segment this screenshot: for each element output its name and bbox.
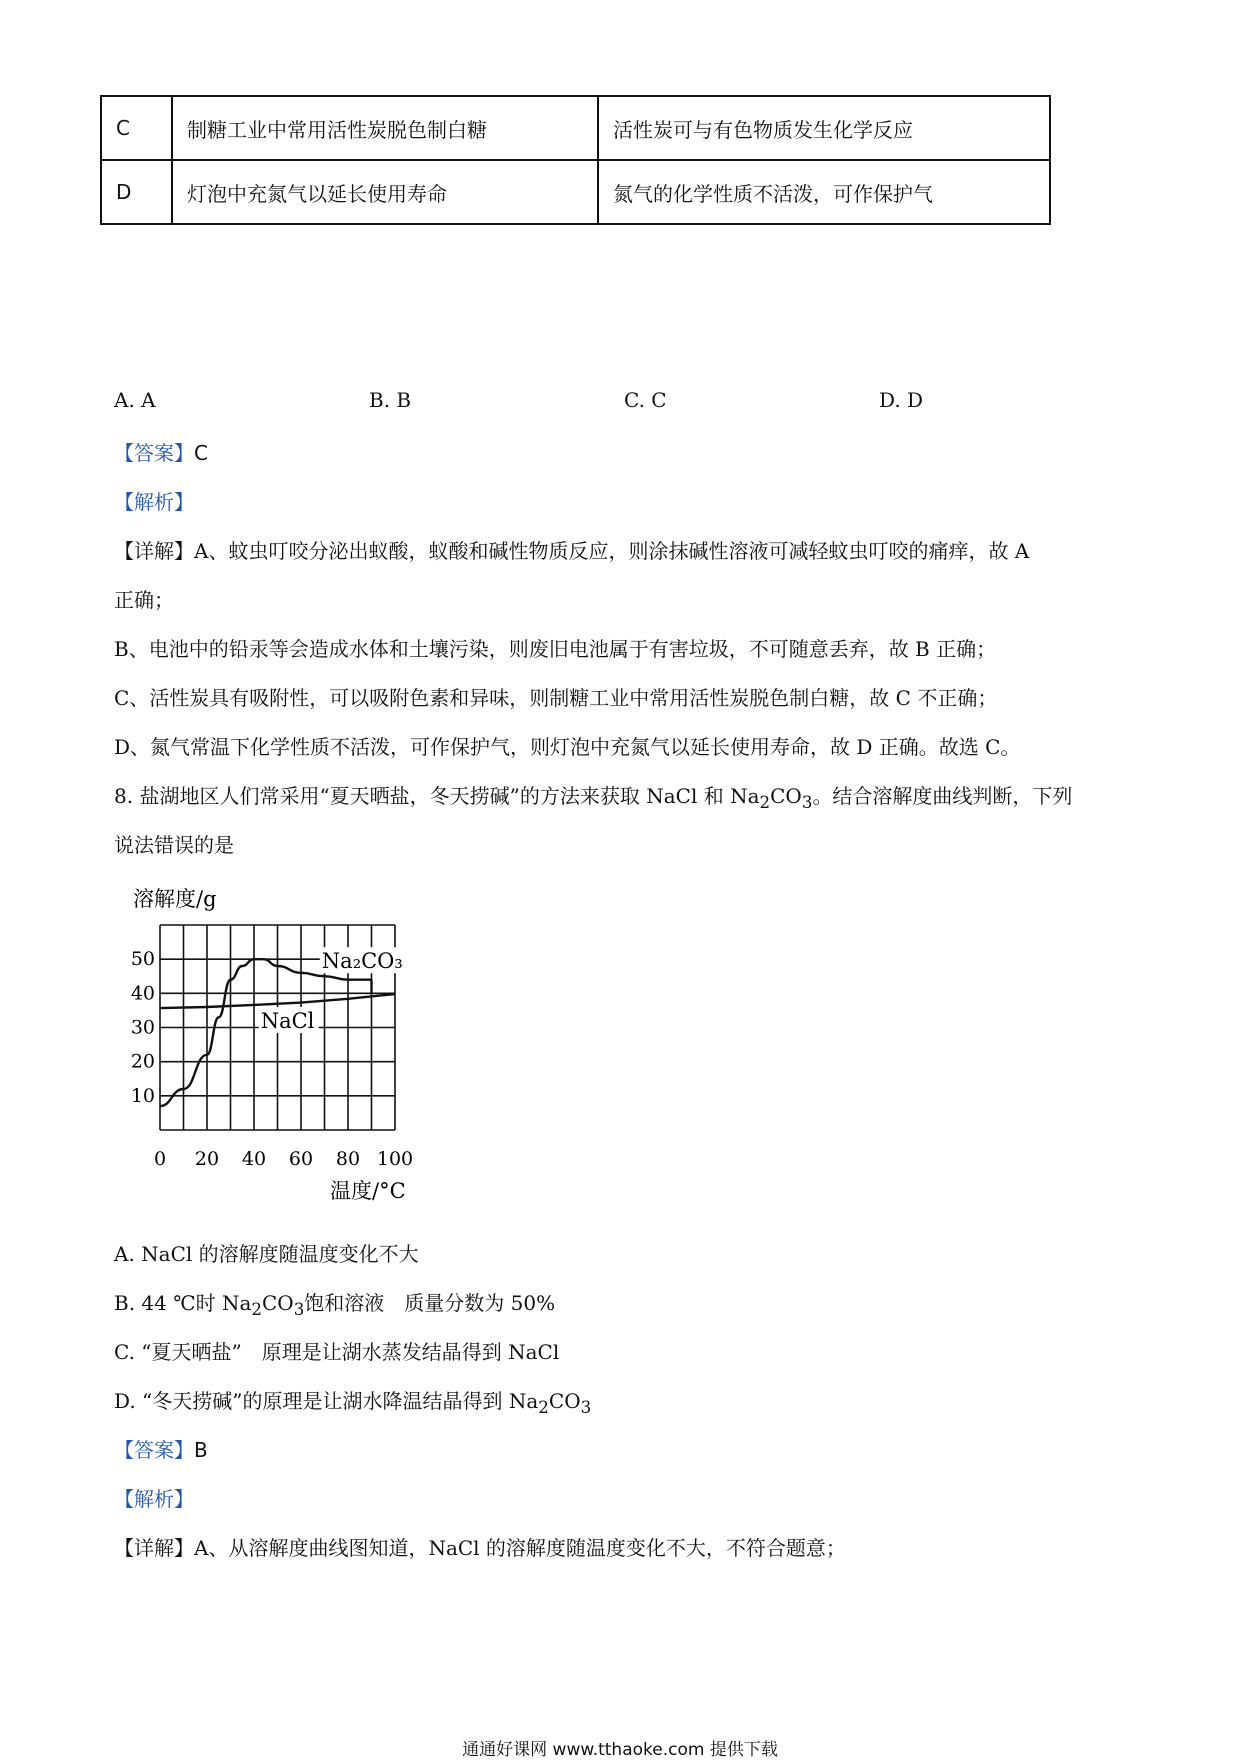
detail-text: A、从溶解度曲线图知道，NaCl 的溶解度随温度变化不大，不符合题意； (194, 1536, 846, 1560)
q7-answer (114, 437, 208, 466)
stem-text: 。结合溶解度曲线判断，下列 (812, 784, 1073, 808)
detail-tag: 【详解】 (114, 539, 194, 563)
subscript: 3 (580, 1398, 592, 1417)
q7-detail-4: C、活性炭具有吸附性，可以吸附色素和异味，则制糖工业中常用活性炭脱色制白糖，故 C 不正确； (114, 686, 998, 710)
choice-a: A. A (114, 388, 156, 412)
q8-stem-2: 说法错误的是 (114, 833, 234, 857)
series-label-nacl: NaCl (260, 1009, 315, 1033)
q8-detail (114, 1532, 846, 1561)
y-tick-label: 30 (130, 1016, 155, 1039)
series-label-na2co3: Na₂CO₃ (321, 949, 403, 974)
options-table (100, 95, 1051, 225)
q7-detail-3: B、电池中的铅汞等会造成水体和土壤污染，则废旧电池属于有害垃圾，不可随意丢弃，故 B 正确； (114, 637, 997, 661)
option-text: 饱和溶液 质量分数为 50% (304, 1291, 556, 1315)
y-tick-label: 20 (130, 1050, 155, 1073)
y-tick-label: 10 (130, 1084, 155, 1107)
option-text: CO (261, 1291, 294, 1315)
detail-tag: 【详解】 (114, 1536, 194, 1560)
subscript: 2 (538, 1398, 549, 1417)
q8-stem-1 (114, 780, 1072, 812)
q7-detail-5: D、氮气常温下化学性质不活泼，可作保护气，则灯泡中充氮气以延长使用寿命，故 D 正确。故选 C。 (114, 735, 1021, 759)
subscript: 3 (801, 793, 813, 812)
q8-option-a: A. NaCl 的溶解度随温度变化不大 (114, 1242, 419, 1266)
q7-detail-1 (114, 535, 1029, 564)
answer-value: C (194, 441, 208, 465)
chart-ylabel: 溶解度/g (133, 887, 217, 911)
row-label: C (101, 96, 172, 160)
subscript: 2 (759, 793, 771, 812)
q8-option-b (114, 1287, 555, 1319)
row-item: 灯泡中充氮气以延长使用寿命 (172, 160, 598, 224)
detail-text: A、蚊虫叮咬分泌出蚁酸，蚁酸和碱性物质反应，则涂抹碱性溶液可减轻蚊虫叮咬的痛痒，故 A (194, 539, 1030, 563)
x-tick-label: 40 (241, 1148, 267, 1170)
option-text: D. “冬天捞碱”的原理是让湖水降温结晶得到 Na (114, 1389, 539, 1413)
chart-xlabel: 温度/°C (330, 1179, 406, 1203)
stem-text: 8. 盐湖地区人们常采用“夏天晒盐，冬天捞碱”的方法来获取 NaCl 和 Na (114, 784, 760, 808)
answer-tag: 【答案】 (114, 441, 194, 465)
analysis-tag: 【解析】 (114, 1487, 194, 1511)
choice-b: B. B (369, 388, 412, 412)
chart-series (160, 947, 403, 1106)
choice-d: D. D (879, 388, 924, 412)
option-text: B. 44 ℃时 Na (114, 1291, 252, 1315)
y-tick-label: 40 (130, 982, 155, 1005)
choice-c: C. C (624, 388, 667, 412)
q8-answer (114, 1434, 208, 1463)
q7-detail-2: 正确； (114, 588, 174, 612)
q8-analysis (114, 1483, 194, 1512)
stem-text: CO (770, 784, 802, 808)
answer-value: B (194, 1438, 208, 1462)
q8-option-c: C. “夏天晒盐” 原理是让湖水蒸发结晶得到 NaCl (114, 1340, 560, 1364)
table-row (101, 160, 1050, 224)
x-tick-label: 80 (335, 1148, 361, 1170)
x-tick-label: 100 (376, 1148, 414, 1170)
q8-option-d (114, 1385, 591, 1417)
x-tick-label: 0 (153, 1148, 167, 1170)
y-tick-label: 50 (130, 948, 155, 971)
q7-analysis (114, 486, 194, 515)
table-row (101, 96, 1050, 160)
row-reason: 活性炭可与有色物质发生化学反应 (598, 96, 1050, 160)
x-tick-label: 20 (194, 1148, 220, 1170)
subscript: 2 (251, 1300, 262, 1319)
option-text: CO (548, 1389, 581, 1413)
page-footer: 通通好课网 www.tthaoke.com 提供下载 (462, 1740, 778, 1760)
row-label: D (101, 160, 172, 224)
row-item: 制糖工业中常用活性炭脱色制白糖 (172, 96, 598, 160)
answer-tag: 【答案】 (114, 1438, 194, 1462)
row-reason: 氮气的化学性质不活泼，可作保护气 (598, 160, 1050, 224)
subscript: 3 (293, 1300, 305, 1319)
analysis-tag: 【解析】 (114, 490, 194, 514)
solubility-chart (125, 880, 445, 1210)
x-tick-label: 60 (288, 1148, 314, 1170)
